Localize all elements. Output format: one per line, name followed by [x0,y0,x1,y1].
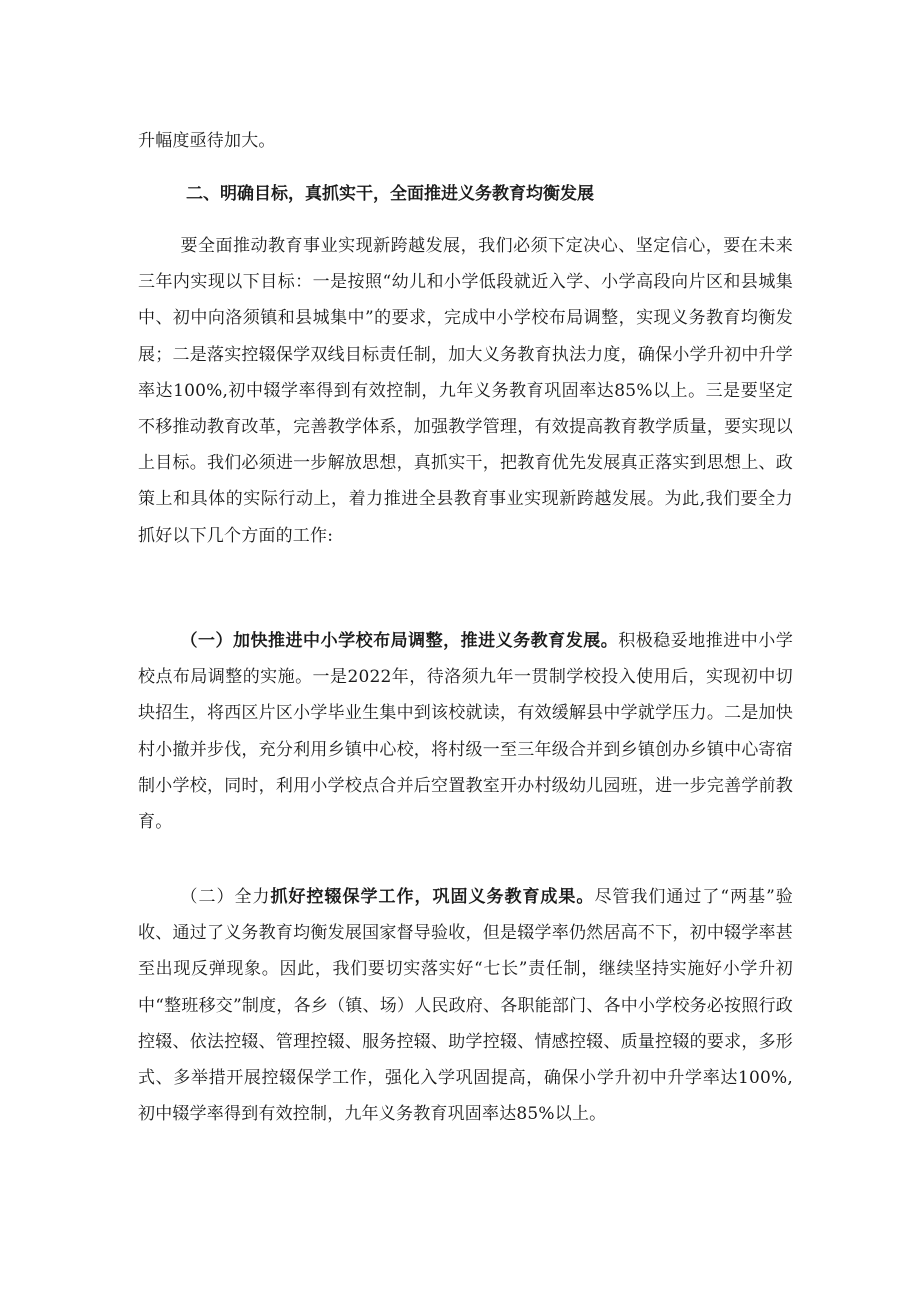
section-heading: 二、明确目标，真抓实干，全面推进义务教育均衡发展 [186,184,594,204]
layout-adjustment-title: （一）加快推进中小学校布局调整，推进义务教育发展。 [180,631,619,651]
goals-paragraph: 要全面推动教育事业实现新跨越发展，我们必须下定决心、坚定信心，要在未来三年内实现以下目标：一是按照“幼儿和小学低段就近入学、小学高段向片区和县城集中、初中向洛须镇和县城集中”的要求，完成中小学校布局调整，实现义务教育均衡发展；二是落实控辍保学双线目标责任制，加大义务教育执法力度，确保小学升初中升学率达100%,初中辍学率得到有效控制，九年义务教育巩固率达85%以上。三是要坚定不移推动教育改革，完善教学体系，加强教学管理，有效提高教育教学质量，要实现以上目标。我们必须进一步解放思想，真抓实干，把教育优先发展真正落实到思想上、政策上和具体的实际行动上，着力推进全县教育事业实现新跨越发展。为此,我们要全力抓好以下几个方面的工作: [138,236,793,546]
lead-fragment: 升幅度亟待加大。 [138,131,276,151]
layout-adjustment-paragraph [138,623,793,840]
dropout-control-paragraph [138,879,793,1132]
dropout-control-prefix: （二）全力 [180,887,271,907]
dropout-control-body: 尽管我们通过了“两基”验收、通过了义务教育均衡发展国家督导验收，但是辍学率仍然居高不下，初中辍学率甚至出现反弹现象。因此，我们要切实落实好“七长”责任制，继续坚持实施好小学升初中“整班移交”制度，各乡（镇、场）人民政府、各职能部门、各中小学校务必按照行政控辍、依法控辍、管理控辍、服务控辍、助学控辍、情感控辍、质量控辍的要求，多形式、多举措开展控辍保学工作，强化入学巩固提高，确保小学升初中升学率达100%,初中辍学率得到有效控制，九年义务教育巩固率达85%以上。 [138,887,793,1125]
layout-adjustment-body: 积极稳妥地推进中小学校点布局调整的实施。一是2022年，待洛须九年一贯制学校投入使用后，实现初中切块招生，将西区片区小学毕业生集中到该校就读，有效缓解县中学就学压力。二是加快村小撤并步伐，充分利用乡镇中心校，将村级一至三年级合并到乡镇创办乡镇中心寄宿制小学校，同时，利用小学校点合并后空置教室开办村级幼儿园班，进一步完善学前教育。 [138,631,794,833]
dropout-control-title: 抓好控辍保学工作，巩固义务教育成果。 [270,887,595,907]
